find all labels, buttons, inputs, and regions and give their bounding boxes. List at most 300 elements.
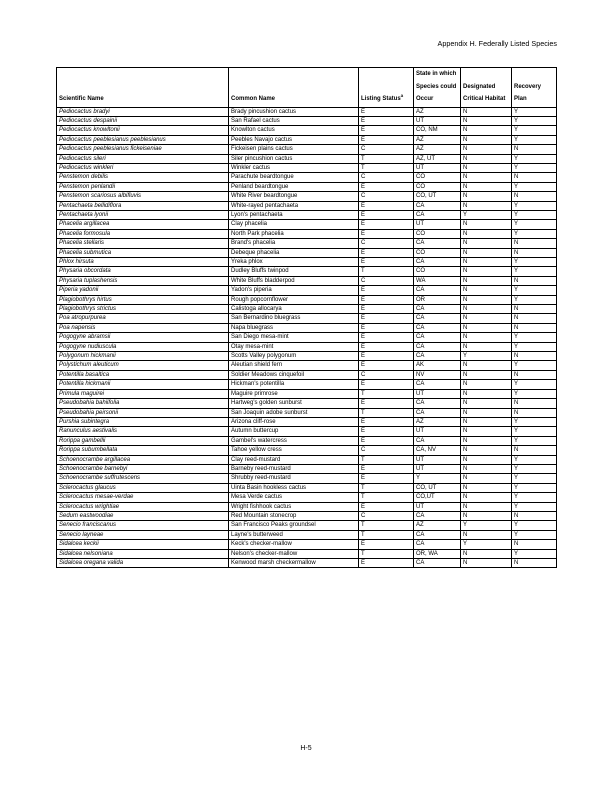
state-cell: AZ [414,135,461,144]
recovery-plan-cell: N [512,173,557,182]
critical-habitat-cell: N [461,116,512,125]
recovery-plan-cell: Y [512,380,557,389]
common-name-cell: Napa bluegrass [229,323,359,332]
state-cell: CA [414,408,461,417]
table-row [57,201,557,210]
listing-status-cell: E [359,229,414,238]
state-cell: CO [414,173,461,182]
listing-status-cell: E [359,258,414,267]
listing-status-cell: C [359,192,414,201]
table-row [57,220,557,229]
common-name-cell: Winkler cactus [229,163,359,172]
listing-status-cell: E [359,135,414,144]
scientific-name-cell: Phacelia formosula [57,229,229,238]
critical-habitat-cell: N [461,446,512,455]
species-table [56,67,557,568]
common-name-cell: Tahoe yellow cress [229,446,359,455]
recovery-plan-cell: Y [512,417,557,426]
state-cell: CO [414,229,461,238]
common-name-cell: Aleutian shield fern [229,361,359,370]
listing-status-cell: T [359,521,414,530]
recovery-plan-cell: N [512,276,557,285]
scientific-name-cell: Poa atropurpurea [57,314,229,323]
recovery-plan-cell: Y [512,154,557,163]
table-row [57,464,557,473]
listing-status-cell: T [359,549,414,558]
listing-status-cell: E [359,107,414,116]
state-cell: CA [414,239,461,248]
recovery-plan-cell: N [512,248,557,257]
state-cell: CA [414,201,461,210]
table-row [57,342,557,351]
scientific-name-cell: Plagiobothrys strictus [57,305,229,314]
state-cell: CA [414,305,461,314]
state-cell: NV [414,370,461,379]
scientific-name-cell: Rorippa subumbellata [57,446,229,455]
listing-status-cell: T [359,389,414,398]
col-header-recovery-plan: Recovery Plan [512,68,557,108]
recovery-plan-cell: Y [512,229,557,238]
scientific-name-cell: Pediocactus knowltonii [57,126,229,135]
scientific-name-cell: Schoenocrambe suffrutescens [57,474,229,483]
critical-habitat-cell: N [461,145,512,154]
recovery-plan-cell: Y [512,135,557,144]
state-cell: CA [414,380,461,389]
listing-status-cell: E [359,436,414,445]
state-cell: CO, NM [414,126,461,135]
listing-status-cell: E [359,540,414,549]
listing-status-cell: C [359,173,414,182]
common-name-cell: Penland beardtongue [229,182,359,191]
listing-status-cell: E [359,182,414,191]
critical-habitat-cell: N [461,182,512,191]
critical-habitat-cell: N [461,314,512,323]
scientific-name-cell: Primula maguirei [57,389,229,398]
critical-habitat-cell: N [461,135,512,144]
scientific-name-cell: Phlox hirsuta [57,258,229,267]
listing-status-cell: E [359,305,414,314]
table-row [57,559,557,568]
listing-status-cell: E [359,295,414,304]
table-row [57,182,557,191]
recovery-plan-cell: Y [512,201,557,210]
common-name-cell: Keck's checker-mallow [229,540,359,549]
critical-habitat-cell: N [461,192,512,201]
scientific-name-cell: Pseudobahia bahiifolia [57,399,229,408]
scientific-name-cell: Purshia subintegra [57,417,229,426]
listing-status-cell: E [359,352,414,361]
listing-status-cell: E [359,220,414,229]
recovery-plan-cell: Y [512,436,557,445]
recovery-plan-cell: Y [512,182,557,191]
table-row [57,173,557,182]
listing-status-cell: T [359,530,414,539]
recovery-plan-cell: N [512,511,557,520]
critical-habitat-cell: N [461,173,512,182]
listing-status-cell: E [359,323,414,332]
recovery-plan-cell: N [512,192,557,201]
table-row [57,154,557,163]
scientific-name-cell: Sclerocactus mesae-verdae [57,493,229,502]
scientific-name-cell: Polystichum aleuticum [57,361,229,370]
common-name-cell: Nelson's checker-mallow [229,549,359,558]
critical-habitat-cell: N [461,474,512,483]
scientific-name-cell: Senecio franciscanus [57,521,229,530]
table-row [57,314,557,323]
listing-status-cell: E [359,314,414,323]
state-cell: CA [414,258,461,267]
critical-habitat-cell: Y [461,540,512,549]
recovery-plan-cell: Y [512,389,557,398]
state-cell: CA [414,333,461,342]
state-cell: AZ [414,417,461,426]
listing-status-cell: E [359,427,414,436]
state-cell: CA [414,399,461,408]
common-name-cell: San Joaquin adobe sunburst [229,408,359,417]
state-cell: CA [414,540,461,549]
listing-status-cell: E [359,210,414,219]
recovery-plan-cell: N [512,352,557,361]
recovery-plan-cell: N [512,446,557,455]
listing-status-cell: C [359,511,414,520]
common-name-cell: Hickman's potentilla [229,380,359,389]
col-header-listing-status [359,68,414,108]
common-name-cell: Calistoga allocarya [229,305,359,314]
common-name-cell: Barneby reed-mustard [229,464,359,473]
table-row [57,511,557,520]
recovery-plan-cell: Y [512,220,557,229]
recovery-plan-cell: Y [512,333,557,342]
recovery-plan-cell: N [512,540,557,549]
common-name-cell: Peebles Navajo cactus [229,135,359,144]
common-name-cell: Arizona cliff-rose [229,417,359,426]
recovery-plan-cell: N [512,559,557,568]
state-cell: CA [414,530,461,539]
recovery-plan-cell: Y [512,530,557,539]
state-cell: CO,UT [414,493,461,502]
table-row [57,352,557,361]
common-name-cell: Uinta Basin hookless cactus [229,483,359,492]
recovery-plan-cell: Y [512,126,557,135]
common-name-cell: Fickeisen plains cactus [229,145,359,154]
recovery-plan-cell: N [512,408,557,417]
critical-habitat-cell: N [461,399,512,408]
listing-status-cell: E [359,361,414,370]
scientific-name-cell: Piperia yadonii [57,286,229,295]
table-row [57,239,557,248]
listing-status-cell: E [359,201,414,210]
common-name-cell: Kenwood marsh checkermallow [229,559,359,568]
state-cell: CA [414,511,461,520]
scientific-name-cell: Plagiobothrys hirtus [57,295,229,304]
scientific-name-cell: Sedum eastwoodiae [57,511,229,520]
table-row [57,276,557,285]
common-name-cell: Brady pincushion cactus [229,107,359,116]
critical-habitat-cell: N [461,126,512,135]
table-row [57,446,557,455]
common-name-cell: White Bluffs bladderpod [229,276,359,285]
common-name-cell: San Francisco Peaks groundsel [229,521,359,530]
scientific-name-cell: Pediocactus peeblesianus peeblesianus [57,135,229,144]
recovery-plan-cell: Y [512,116,557,125]
recovery-plan-cell: N [512,399,557,408]
recovery-plan-cell: Y [512,549,557,558]
state-cell: Y [414,474,461,483]
listing-status-cell: E [359,417,414,426]
recovery-plan-cell: N [512,314,557,323]
recovery-plan-cell: Y [512,267,557,276]
common-name-cell: San Bernardino bluegrass [229,314,359,323]
scientific-name-cell: Penstemon penlandii [57,182,229,191]
recovery-plan-cell: Y [512,455,557,464]
listing-status-cell: E [359,333,414,342]
state-cell: UT [414,389,461,398]
recovery-plan-cell: Y [512,342,557,351]
scientific-name-cell: Potentilla hickmanii [57,380,229,389]
recovery-plan-cell: Y [512,286,557,295]
critical-habitat-cell: N [461,511,512,520]
common-name-cell: Brand's phacelia [229,239,359,248]
table-row [57,389,557,398]
scientific-name-cell: Sclerocactus glaucus [57,483,229,492]
critical-habitat-cell: Y [461,521,512,530]
common-name-cell: Wright fishhook cactus [229,502,359,511]
scientific-name-cell: Sidalcea nelsoniana [57,549,229,558]
critical-habitat-cell: N [461,464,512,473]
state-cell: CO [414,267,461,276]
recovery-plan-cell: Y [512,427,557,436]
table-row [57,493,557,502]
scientific-name-cell: Phacelia argillacea [57,220,229,229]
critical-habitat-cell: N [461,427,512,436]
listing-status-cell: E [359,559,414,568]
state-cell: WA [414,276,461,285]
listing-status-cell: C [359,276,414,285]
critical-habitat-cell: N [461,408,512,417]
recovery-plan-cell: Y [512,163,557,172]
common-name-cell: Mesa Verde cactus [229,493,359,502]
table-row [57,248,557,257]
page-number: H-5 [300,745,312,752]
common-name-cell: Otay mesa-mint [229,342,359,351]
table-row [57,502,557,511]
listing-status-cell: T [359,163,414,172]
recovery-plan-cell: N [512,370,557,379]
scientific-name-cell: Senecio layneae [57,530,229,539]
critical-habitat-cell: N [461,201,512,210]
running-head: Appendix H. Federally Listed Species [437,39,557,48]
critical-habitat-cell: N [461,323,512,332]
table-header-row [57,68,557,108]
listing-status-cell: E [359,474,414,483]
critical-habitat-cell: N [461,549,512,558]
table-row [57,436,557,445]
state-cell: CA [414,436,461,445]
scientific-name-cell: Pediocactus despainii [57,116,229,125]
scientific-name-cell: Pediocactus sileri [57,154,229,163]
state-cell: CO [414,248,461,257]
critical-habitat-cell: N [461,493,512,502]
listing-status-cell: T [359,154,414,163]
recovery-plan-cell: Y [512,210,557,219]
critical-habitat-cell: N [461,417,512,426]
scientific-name-cell: Rorippa gambellii [57,436,229,445]
state-cell: AZ [414,107,461,116]
recovery-plan-cell: Y [512,464,557,473]
scientific-name-cell: Pentachaeta lyonii [57,210,229,219]
table-row [57,549,557,558]
common-name-cell: White-rayed pentachaeta [229,201,359,210]
scientific-name-cell: Phacelia stellaris [57,239,229,248]
state-cell: CA [414,323,461,332]
critical-habitat-cell: N [461,455,512,464]
table-row [57,229,557,238]
recovery-plan-cell: Y [512,295,557,304]
listing-status-cell: T [359,267,414,276]
table-row [57,295,557,304]
common-name-cell: Lyon's pentachaeta [229,210,359,219]
common-name-cell: Clay reed-mustard [229,455,359,464]
scientific-name-cell: Pseudobahia peirsonii [57,408,229,417]
state-cell: UT [414,464,461,473]
listing-status-cell: C [359,370,414,379]
table-row [57,530,557,539]
critical-habitat-cell: N [461,248,512,257]
state-cell: CO, UT [414,192,461,201]
table-row [57,323,557,332]
state-cell: CA [414,352,461,361]
recovery-plan-cell: N [512,239,557,248]
critical-habitat-cell: N [461,229,512,238]
common-name-cell: Autumn buttercup [229,427,359,436]
table-row [57,210,557,219]
state-cell: CO, UT [414,483,461,492]
recovery-plan-cell: Y [512,258,557,267]
state-cell: UT [414,116,461,125]
listing-status-cell: E [359,342,414,351]
critical-habitat-cell: N [461,107,512,116]
common-name-cell: Maguire primrose [229,389,359,398]
table-row [57,540,557,549]
recovery-plan-cell: Y [512,361,557,370]
state-cell: UT [414,427,461,436]
scientific-name-cell: Pediocactus winkleri [57,163,229,172]
scientific-name-cell: Pogogyne nudiuscula [57,342,229,351]
critical-habitat-cell: N [461,559,512,568]
table-row [57,163,557,172]
critical-habitat-cell: N [461,295,512,304]
recovery-plan-cell: Y [512,521,557,530]
critical-habitat-cell: N [461,483,512,492]
state-cell: CA [414,314,461,323]
listing-status-cell: E [359,464,414,473]
scientific-name-cell: Pediocactus peeblesianus fickeiseniae [57,145,229,154]
scientific-name-cell: Penstemon scariosus albifluvis [57,192,229,201]
recovery-plan-cell: Y [512,483,557,492]
critical-habitat-cell: N [461,333,512,342]
state-cell: CA [414,286,461,295]
critical-habitat-cell: N [461,220,512,229]
recovery-plan-cell: N [512,145,557,154]
col-header-common-name: Common Name [229,68,359,108]
species-table-body [57,107,557,568]
common-name-cell: Yreka phlox [229,258,359,267]
critical-habitat-cell: N [461,276,512,285]
table-row [57,427,557,436]
table-row [57,145,557,154]
common-name-cell: Debeque phacelia [229,248,359,257]
common-name-cell: Siler pincushion cactus [229,154,359,163]
common-name-cell: Scotts Valley polygonum [229,352,359,361]
critical-habitat-cell: N [461,154,512,163]
col-header-state: State in which Species could Occur [414,68,461,108]
state-cell: OR, WA [414,549,461,558]
scientific-name-cell: Schoenocrambe barnebyi [57,464,229,473]
common-name-cell: Parachute beardtongue [229,173,359,182]
scientific-name-cell: Physaria obcordata [57,267,229,276]
listing-status-cell: C [359,239,414,248]
table-row [57,399,557,408]
critical-habitat-cell: N [461,163,512,172]
critical-habitat-cell: N [461,305,512,314]
critical-habitat-cell: N [461,502,512,511]
critical-habitat-cell: N [461,258,512,267]
common-name-cell: Clay phacelia [229,220,359,229]
state-cell: UT [414,163,461,172]
scientific-name-cell: Polygonum hickmanii [57,352,229,361]
recovery-plan-cell: Y [512,493,557,502]
common-name-cell: Shrubby reed-mustard [229,474,359,483]
listing-status-cell: C [359,145,414,154]
table-row [57,455,557,464]
listing-status-cell: T [359,455,414,464]
scientific-name-cell: Poa napensis [57,323,229,332]
listing-status-cell: T [359,493,414,502]
scientific-name-cell: Sclerocactus wrightiae [57,502,229,511]
state-cell: UT [414,455,461,464]
scientific-name-cell: Physaria tuplashensis [57,276,229,285]
state-cell: CA, NV [414,446,461,455]
table-row [57,258,557,267]
state-cell: AZ [414,145,461,154]
state-cell: UT [414,502,461,511]
critical-habitat-cell: Y [461,210,512,219]
common-name-cell: San Rafael cactus [229,116,359,125]
listing-status-cell: E [359,399,414,408]
listing-status-cell: E [359,502,414,511]
state-cell: AK [414,361,461,370]
col-header-critical-habitat: Designated Critical Habitat [461,68,512,108]
state-cell: CA [414,342,461,351]
common-name-cell: North Park phacelia [229,229,359,238]
state-cell: UT [414,220,461,229]
common-name-cell: Red Mountain stonecrop [229,511,359,520]
recovery-plan-cell: N [512,323,557,332]
common-name-cell: Layne's butterweed [229,530,359,539]
scientific-name-cell: Ranunculus aestivalis [57,427,229,436]
table-row [57,126,557,135]
listing-status-cell: E [359,126,414,135]
table-row [57,116,557,125]
scientific-name-cell: Schoenocrambe argillacea [57,455,229,464]
table-row [57,417,557,426]
scientific-name-cell: Pentachaeta bellidiflora [57,201,229,210]
common-name-cell: Yadon's piperia [229,286,359,295]
recovery-plan-cell: Y [512,474,557,483]
critical-habitat-cell: N [461,361,512,370]
listing-status-cell: E [359,286,414,295]
table-row [57,107,557,116]
